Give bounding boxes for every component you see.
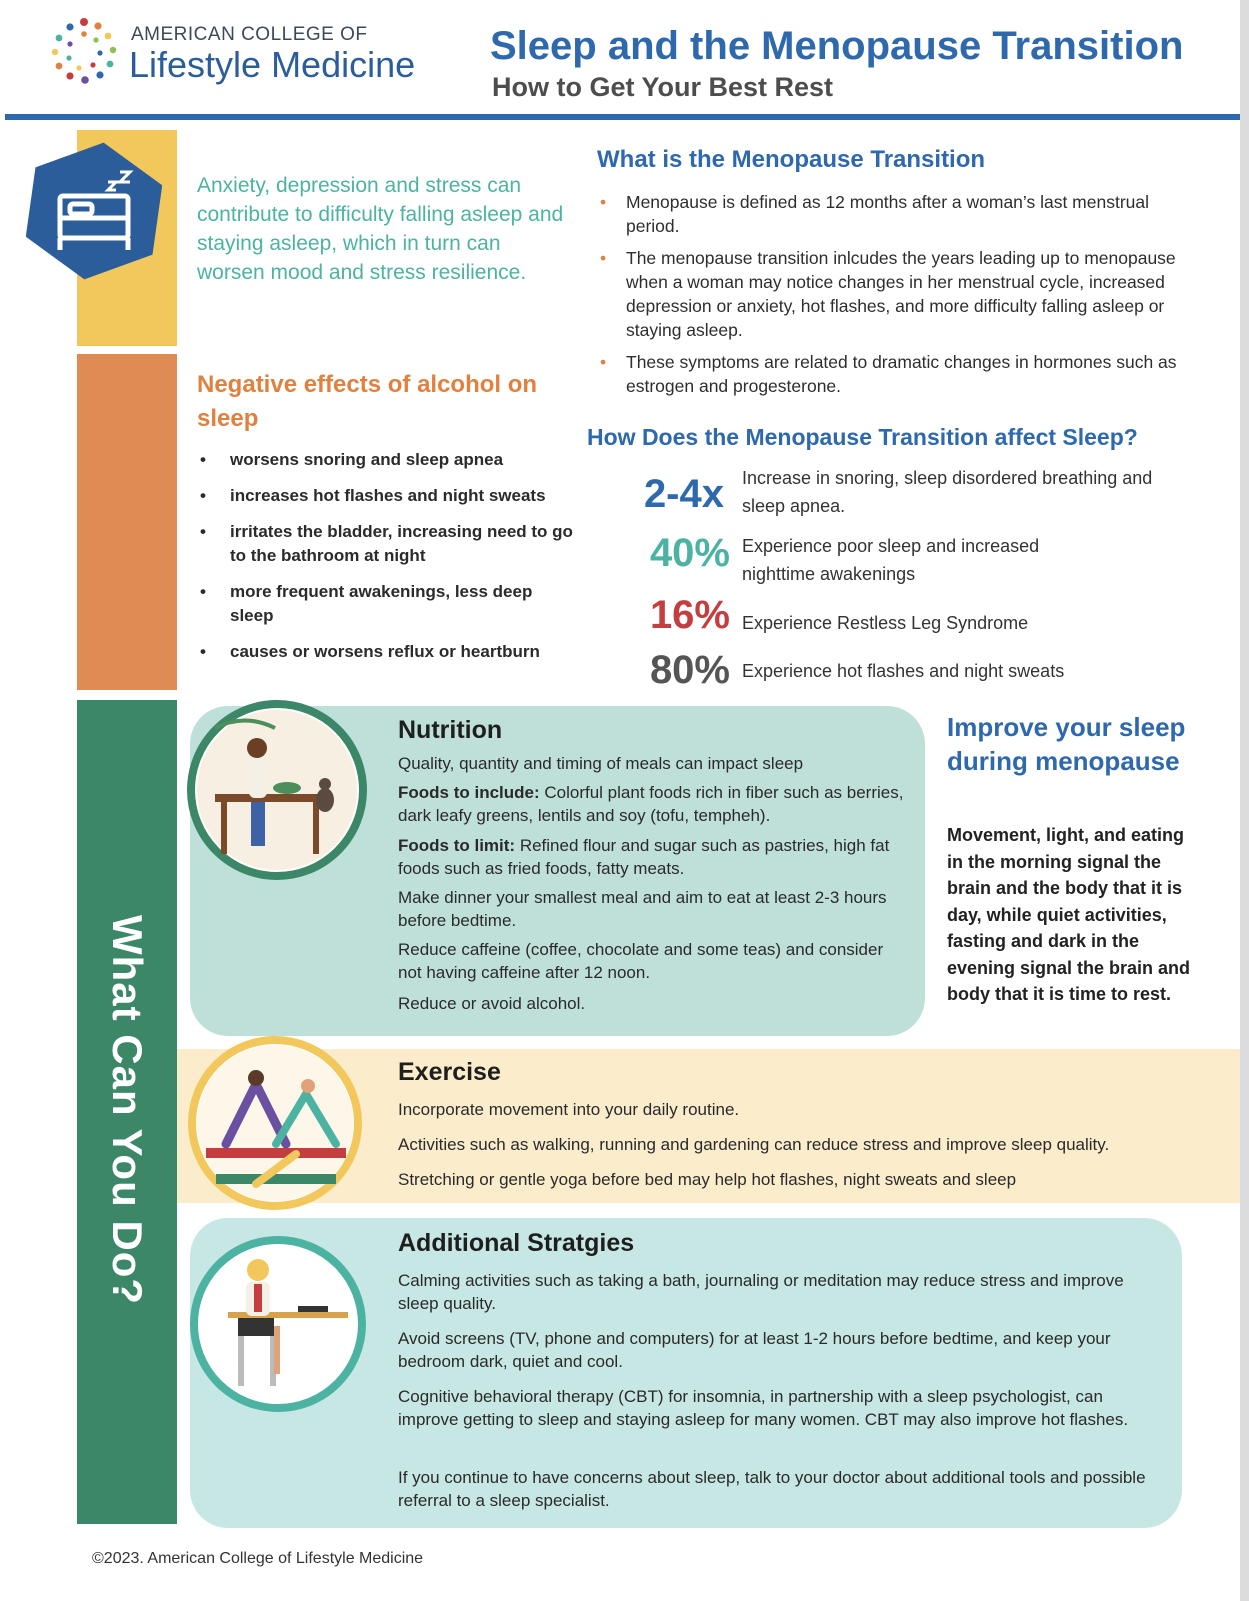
intro-text: Anxiety, depression and stress can contribute to difficulty falling asleep and staying asleep, which in turn can worsen mood and stress resilience. <box>197 174 564 284</box>
what-is-heading: What is the Menopause Transition <box>597 146 986 173</box>
exercise-illustration <box>188 1036 362 1210</box>
logo-text-main: Lifestyle Medicine <box>129 44 416 85</box>
nutrition-text: Reduce or avoid alcohol. <box>398 994 586 1013</box>
list-item: • irritates the bladder, increasing need to go to the bathroom at night <box>197 520 577 568</box>
stat-value: 80% <box>649 648 730 692</box>
orange-strip <box>77 354 177 690</box>
nutrition-text: Reduce caffeine (coffee, chocolate and some teas) and consider not having caffeine after 12 noon. <box>398 940 884 982</box>
header-divider <box>5 114 1240 120</box>
what-can-you-do-title: What Can You Do? <box>104 914 151 1306</box>
additional-illustration <box>190 1236 366 1412</box>
page-title: Sleep and the Menopause Transition <box>490 24 1184 68</box>
nutrition-text: Make dinner your smallest meal and aim to eat at least 2-3 hours before bedtime. <box>398 888 887 930</box>
nutrition-limit <box>398 834 908 880</box>
additional-text: If you continue to have concerns about sleep, talk to your doctor about additional tools and possible referral to a sleep specialist. <box>398 1468 1146 1510</box>
improve-text: Movement, light, and eating in the morning signal the brain and the body that it is day, while quiet activities, fasting and dark in the evening signal the brain and body that it is time to rest. <box>947 825 1191 1004</box>
journaling-woman-icon <box>198 1244 358 1404</box>
bed-zzz-icon <box>26 138 162 284</box>
nutrition-include <box>398 781 908 827</box>
list-item: • Menopause is defined as 12 months after a woman’s last menstrual period. <box>597 190 1197 238</box>
exercise-text: Stretching or gentle yoga before bed may help hot flashes, night sweats and sleep <box>398 1170 1017 1189</box>
stat-text: Increase in snoring, sleep disordered breathing and sleep apnea. <box>742 468 1153 516</box>
list-item: • worsens snoring and sleep apnea <box>197 448 577 472</box>
include-label: Foods to include: <box>398 783 540 802</box>
exercise-text: Activities such as walking, running and gardening can reduce stress and improve sleep quality. <box>398 1135 1110 1154</box>
list-item: • The menopause transition inlcudes the years leading up to menopause when a woman may notice changes in her menstrual cycle, increased depression or anxiety, hot flashes, and more difficulty falling asleep or staying asleep. <box>597 246 1197 342</box>
stat-value: 16% <box>649 593 730 637</box>
nutrition-heading: Nutrition <box>398 716 503 744</box>
exercise-text: Incorporate movement into your daily routine. <box>398 1100 740 1119</box>
page-subtitle: How to Get Your Best Rest <box>492 72 834 102</box>
list-item: • more frequent awakenings, less deep sleep <box>197 580 577 628</box>
additional-text: Cognitive behavioral therapy (CBT) for insomnia, in partnership with a sleep psychologist, can improve getting to sleep and staying asleep for many women. CBT may also improve hot flashes. <box>398 1387 1129 1429</box>
additional-heading: Additional Stratgies <box>398 1229 635 1257</box>
affect-heading: How Does the Menopause Transition affect Sleep? <box>587 424 1138 450</box>
logo-text-top: AMERICAN COLLEGE OF <box>131 24 368 45</box>
stat-text: Experience poor sleep and increased nighttime awakenings <box>742 536 1040 584</box>
stat-text: Experience hot flashes and night sweats <box>742 661 1065 681</box>
copyright-footer: ©2023. American College of Lifestyle Medicine <box>92 1550 424 1567</box>
limit-label: Foods to limit: <box>398 836 516 855</box>
cooking-woman-icon <box>195 708 359 872</box>
improve-heading: Improve your sleep during menopause <box>947 712 1186 776</box>
stat-value: 40% <box>649 531 730 575</box>
additional-text: Avoid screens (TV, phone and computers) for at least 1-2 hours before bedtime, and keep your bedroom dark, quiet and cool. <box>398 1329 1111 1371</box>
alcohol-heading: Negative effects of alcohol on sleep <box>197 371 538 432</box>
stat-text: Experience Restless Leg Syndrome <box>742 613 1029 633</box>
exercise-heading: Exercise <box>398 1058 501 1086</box>
list-item: • causes or worsens reflux or heartburn <box>197 640 577 664</box>
nutrition-text: Quality, quantity and timing of meals can impact sleep <box>398 754 804 773</box>
page-edge <box>1240 0 1249 1601</box>
alcohol-list <box>197 448 577 676</box>
stat-value: 2-4x <box>643 472 724 516</box>
what-is-list <box>597 190 1197 406</box>
list-item: • increases hot flashes and night sweats <box>197 484 577 508</box>
limit-text: Refined flour and sugar such as pastries, high fat foods such as fried foods, fatty meats. <box>398 836 890 878</box>
nutrition-illustration <box>187 700 367 880</box>
additional-text: Calming activities such as taking a bath, journaling or meditation may reduce stress and improve sleep quality. <box>398 1271 1124 1313</box>
logo-dots-icon <box>48 16 120 88</box>
yoga-icon <box>196 1044 354 1202</box>
include-text: Colorful plant foods rich in fiber such as berries, dark leafy greens, lentils and soy (tofu, tempheh). <box>398 783 904 825</box>
list-item: • These symptoms are related to dramatic changes in hormones such as estrogen and progesterone. <box>597 350 1197 398</box>
